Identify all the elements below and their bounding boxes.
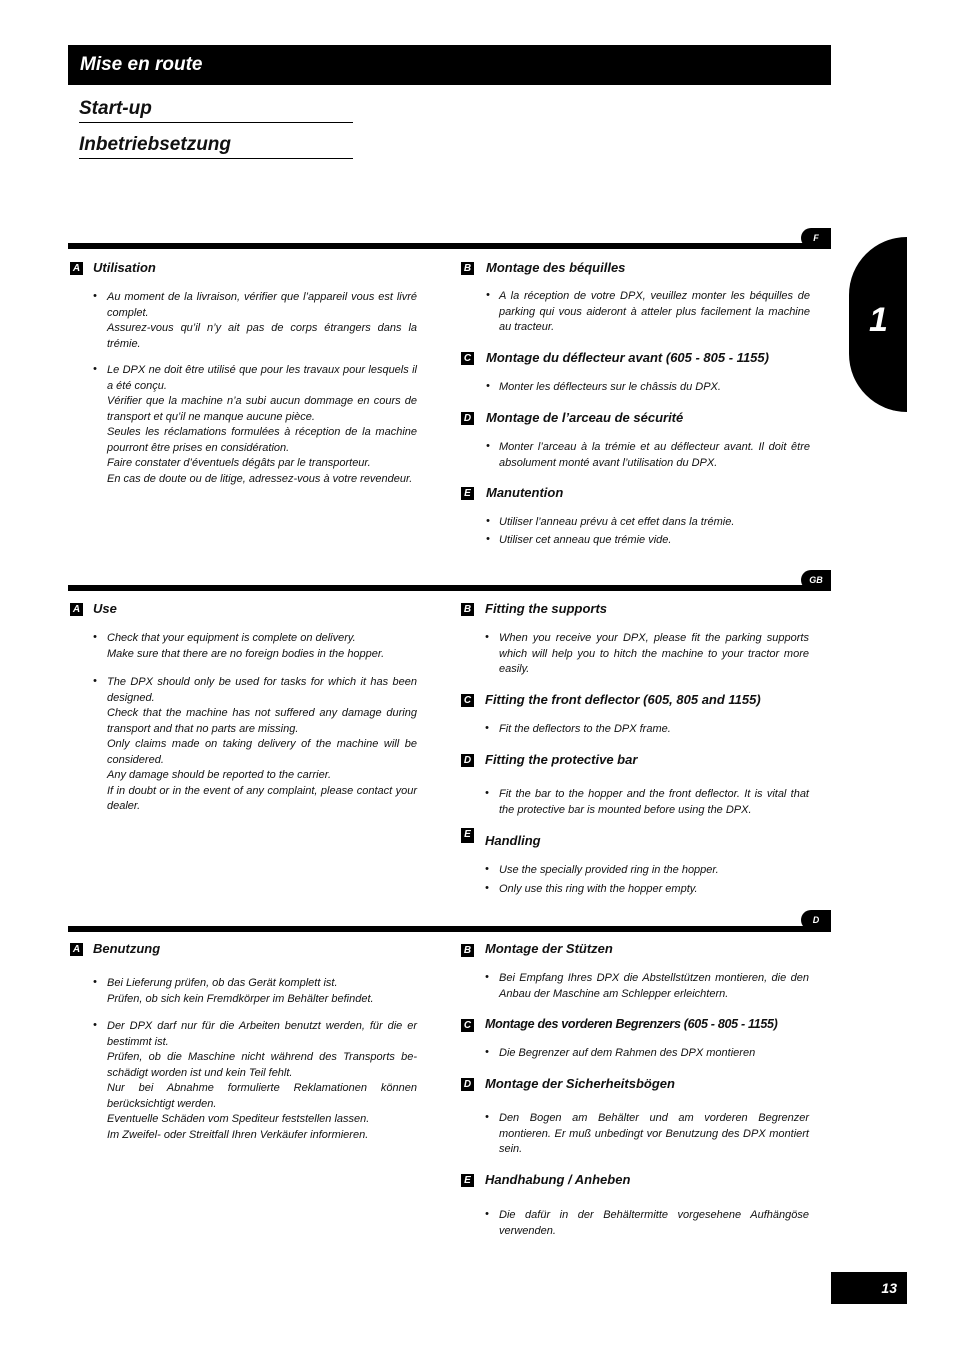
bullet-dot: • bbox=[485, 863, 489, 875]
bullet-dot: • bbox=[93, 631, 97, 643]
language-badge-de: D bbox=[801, 910, 831, 930]
gb-e-text2: Only use this ring with the hopper empty. bbox=[499, 883, 698, 895]
gb-b-text: When you receive your DPX, please fit the parking supports which will help you to hitch the machine to your tractor more easily. bbox=[499, 632, 809, 675]
section-divider-fr bbox=[68, 243, 831, 249]
bullet-dot: • bbox=[485, 882, 489, 894]
fr-b-text: A la réception de votre DPX, veuillez monter les béquilles de parking qui vous aideront à atteler plus facilement la machine au tracteur. bbox=[499, 290, 810, 333]
de-a-block2: Der DPX darf nur für die Arbeiten benutzt werden, für die er bestimmt ist. Prüfen, ob die Maschine nicht während des Transports be-schädigt worden ist und kein Teil fehlt. Nur bei Abnahme formulierte Reklamationen können berücksichtigt werden. Eventuelle Schäden vom Spediteur feststellen lassen. Im Zweifel- oder Streitfall Ihren Verkäufer informieren. bbox=[107, 1020, 417, 1141]
heading-montage-deflecteur: Montage du déflecteur avant (605 - 805 - 1155) bbox=[486, 350, 769, 365]
de-d-text: Den Bogen am Behälter und am vorderen Begrenzer montieren. Er muß unbedingt vor Benutzung des DPX montiert sein. bbox=[499, 1112, 809, 1155]
bullet-dot: • bbox=[93, 976, 97, 988]
bullet-dot: • bbox=[486, 440, 490, 452]
bullet-dot: • bbox=[485, 1208, 489, 1220]
de-b-text: Bei Empfang Ihres DPX die Abstellstützen montieren, die den Anbau der Maschine am Schlepper erleichtern. bbox=[499, 972, 809, 1000]
section-divider-de bbox=[68, 926, 831, 932]
bullet-dot: • bbox=[93, 1019, 97, 1031]
bullet-dot: • bbox=[93, 363, 97, 375]
heading-manutention: Manutention bbox=[486, 485, 564, 500]
bullet-dot: • bbox=[485, 1046, 489, 1058]
heading-montage-begrenzer: Montage des vorderen Begrenzers (605 - 805 - 1155) bbox=[485, 1017, 778, 1031]
letter-marker-c: C bbox=[461, 1019, 474, 1032]
gb-a-block1: Check that your equipment is complete on delivery. Make sure that there are no foreign bodies in the hopper. bbox=[107, 632, 385, 660]
heading-benutzung: Benutzung bbox=[93, 941, 161, 956]
bullet-dot: • bbox=[486, 289, 490, 301]
fr-d-text: Monter l’arceau à la trémie et au déflecteur avant. Il doit être absolument monté avant l’utilisation du DPX. bbox=[499, 441, 810, 469]
letter-marker-a: A bbox=[70, 262, 83, 275]
bullet-dot: • bbox=[485, 1111, 489, 1123]
letter-marker-a: A bbox=[70, 943, 83, 956]
heading-utilisation: Utilisation bbox=[93, 260, 156, 275]
fr-e-text1: Utiliser l’anneau prévu à cet effet dans la trémie. bbox=[499, 516, 735, 528]
bullet-dot: • bbox=[486, 380, 490, 392]
fr-a-block1: Au moment de la livraison, vérifier que l’appareil vous est livré complet. Assurez-vous qu’il n’y ait pas de corps étrangers dans la trémie. bbox=[107, 291, 417, 350]
heading-montage-arceau: Montage de l’arceau de sécurité bbox=[486, 410, 684, 425]
fr-e-text2: Utiliser cet anneau que trémie vide. bbox=[499, 534, 672, 546]
section-divider-gb bbox=[68, 585, 831, 591]
heading-handhabung: Handhabung / Anheben bbox=[485, 1172, 631, 1187]
page-number: 13 bbox=[831, 1272, 907, 1304]
de-c-text: Die Begrenzer auf dem Rahmen des DPX montieren bbox=[499, 1047, 756, 1059]
letter-marker-c: C bbox=[461, 694, 474, 707]
letter-marker-b: B bbox=[461, 944, 474, 957]
letter-marker-d: D bbox=[461, 754, 474, 767]
subtitle-english: Start-up bbox=[79, 98, 353, 123]
de-a-block1: Bei Lieferung prüfen, ob das Gerät komplett ist. Prüfen, ob sich kein Fremdkörper im Behälter befindet. bbox=[107, 977, 374, 1005]
bullet-dot: • bbox=[486, 515, 490, 527]
letter-marker-d: D bbox=[461, 412, 474, 425]
heading-handling: Handling bbox=[485, 833, 541, 848]
letter-marker-e: E bbox=[461, 1174, 474, 1187]
gb-d-text: Fit the bar to the hopper and the front deflector. It is vital that the protective bar is mounted before using the DPX. bbox=[499, 788, 809, 816]
letter-marker-e: E bbox=[461, 828, 474, 843]
bullet-dot: • bbox=[485, 722, 489, 734]
gb-a-block2: The DPX should only be used for tasks for which it has been designed. Check that the machine has not suffered any damage during transport and that no parts are missing. Only claims made on taking delivery of the machine will be considered. Any damage should be reported to the carrier. If in doubt or in the event of any complaint, please contact your dealer. bbox=[107, 676, 417, 812]
de-e-text: Die dafür in der Behältermitte vorgesehene Aufhängöse verwenden. bbox=[499, 1209, 809, 1237]
bullet-dot: • bbox=[485, 631, 489, 643]
gb-e-text1: Use the specially provided ring in the hopper. bbox=[499, 864, 719, 876]
letter-marker-a: A bbox=[70, 603, 83, 616]
letter-marker-b: B bbox=[461, 603, 474, 616]
heading-fitting-front-deflector: Fitting the front deflector (605, 805 and 1155) bbox=[485, 692, 761, 707]
heading-montage-stuetzen: Montage der Stützen bbox=[485, 941, 613, 956]
letter-marker-d: D bbox=[461, 1078, 474, 1091]
heading-montage-sicherheitsboegen: Montage der Sicherheitsbögen bbox=[485, 1076, 675, 1091]
letter-marker-b: B bbox=[461, 262, 474, 275]
heading-montage-bequilles: Montage des béquilles bbox=[486, 260, 626, 275]
letter-marker-c: C bbox=[461, 352, 474, 365]
fr-a-block2: Le DPX ne doit être utilisé que pour les travaux pour lesquels il a été conçu. Vérifier que la machine n’a subi aucun dommage en cours de transport et qu’il ne manque aucune pièce. Seules les réclamations formulées à réception de la machine pourront être prises en considération. Faire constater d’éventuels dégâts par le transporteur. En cas de doute ou de litige, adressez-vous à votre revendeur. bbox=[107, 364, 417, 485]
bullet-dot: • bbox=[485, 787, 489, 799]
letter-marker-e: E bbox=[461, 487, 474, 500]
gb-c-text: Fit the deflectors to the DPX frame. bbox=[499, 723, 671, 735]
fr-c-text: Monter les déflecteurs sur le châssis du DPX. bbox=[499, 381, 721, 393]
chapter-number: 1 bbox=[869, 301, 888, 339]
heading-use: Use bbox=[93, 601, 117, 616]
heading-fitting-protective-bar: Fitting the protective bar bbox=[485, 752, 638, 767]
page-title-bar bbox=[68, 45, 831, 85]
bullet-dot: • bbox=[93, 675, 97, 687]
subtitle-german: Inbetriebsetzung bbox=[79, 134, 353, 159]
bullet-dot: • bbox=[93, 290, 97, 302]
language-badge-gb: GB bbox=[801, 570, 831, 590]
bullet-dot: • bbox=[486, 533, 490, 545]
bullet-dot: • bbox=[485, 971, 489, 983]
page-title: Mise en route bbox=[80, 54, 203, 75]
chapter-tab bbox=[849, 237, 907, 412]
language-badge-fr: F bbox=[801, 228, 831, 248]
heading-fitting-supports: Fitting the supports bbox=[485, 601, 608, 616]
